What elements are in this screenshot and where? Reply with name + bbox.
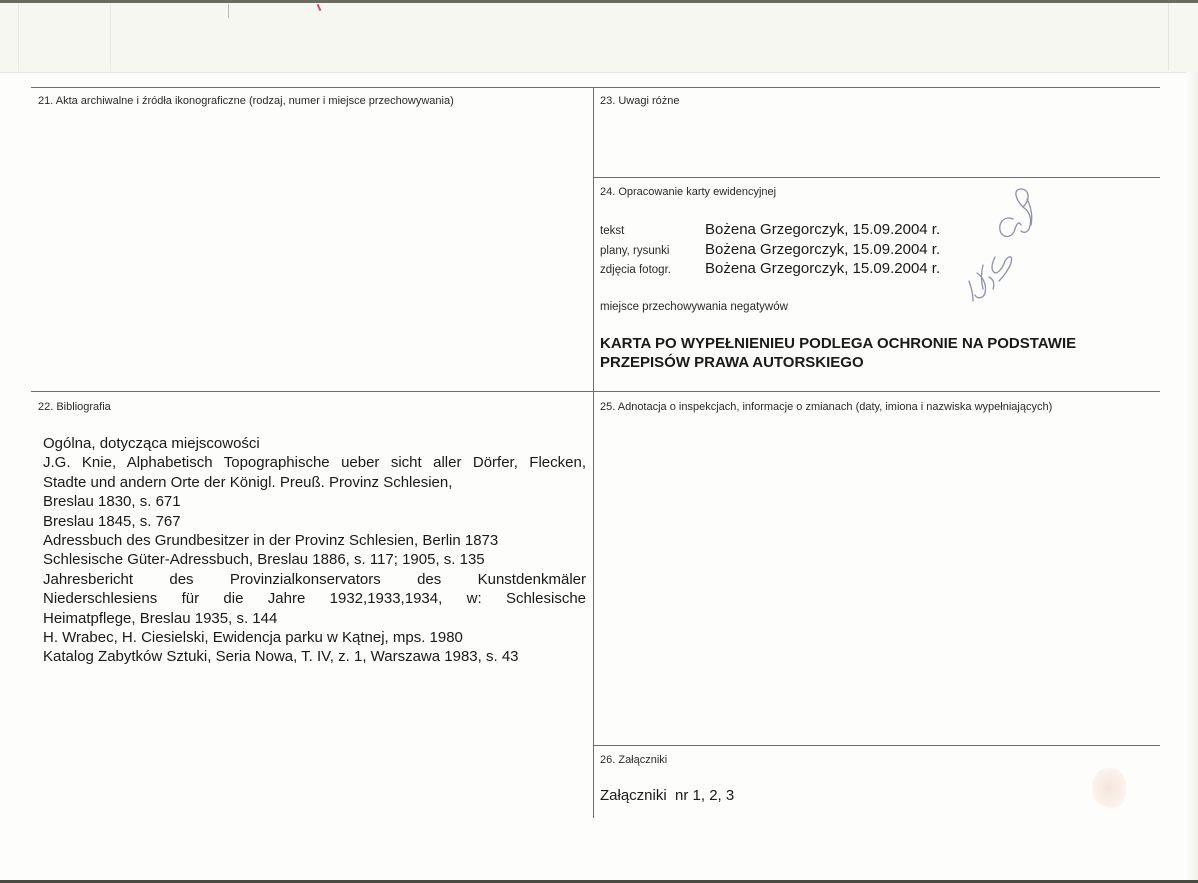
attachments-value: Załączniki nr 1, 2, 3: [600, 787, 735, 804]
rule-middle: [31, 391, 1160, 392]
bibliography-entry: Stadte und andern Orte der Königl. Preuß. Provinz Schlesien,: [43, 473, 453, 491]
author-value: Bożena Grzegorczyk, 15.09.2004 r.: [705, 260, 941, 277]
bibliography-entry: J.G. Knie, Alphabetisch Topographische ueber sicht aller Dörfer, Flecken,: [43, 454, 586, 472]
author-row-photos: [600, 260, 940, 280]
scan-edge-right: [1186, 72, 1198, 880]
fold-line: [18, 3, 19, 71]
bibliography-entry: Breslau 1845, s. 767: [43, 512, 181, 530]
author-role: plany, rysunki: [600, 244, 670, 257]
bibliography-heading: Ogólna, dotycząca miejscowości: [43, 435, 260, 452]
author-value: Bożena Grzegorczyk, 15.09.2004 r.: [705, 221, 941, 238]
red-ink-mark: [317, 4, 322, 11]
bibliography-entry: H. Wrabec, H. Ciesielski, Ewidencja parku w Kątnej, mps. 1980: [43, 629, 463, 647]
previous-page-strip: [0, 0, 1198, 73]
section-24-label: 24. Opracowanie karty ewidencyjnej: [600, 186, 777, 198]
author-row-text: [600, 221, 940, 241]
bibliography-entry: Niederschlesiens für die Jahre 1932,1933,1934, w: Schlesische: [43, 590, 586, 608]
scan-edge-top: [0, 0, 1198, 3]
authors-table: [600, 221, 940, 280]
copyright-notice-line-2: PRZEPISÓW PRAWA AUTORSKIEGO: [600, 354, 864, 371]
bibliography-entry: Adressbuch des Grundbesitzer in der Provinz Schlesien, Berlin 1873: [43, 532, 499, 550]
section-25-label: 25. Adnotacja o inspekcjach, informacje o zmianach (daty, imiona i nazwiska wypełniających): [600, 401, 1053, 413]
author-role: tekst: [600, 225, 625, 237]
section-21-label: 21. Akta archiwalne i źródła ikonograficzne (rodzaj, numer i miejsce przechowywania): [38, 95, 454, 107]
paper-stain: [1092, 768, 1126, 808]
section-26-label: 26. Załączniki: [600, 754, 668, 766]
copyright-notice-line-1: KARTA PO WYPEŁNIENIEU PODLEGA OCHRONIE NA PODSTAWIE: [600, 335, 1077, 352]
bibliography-entry: Katalog Zabytków Sztuki, Seria Nowa, T. IV, z. 1, Warszawa 1983, s. 43: [43, 648, 519, 666]
section-23-label: 23. Uwagi różne: [600, 95, 680, 107]
author-row-plans: [600, 241, 940, 261]
bibliography-entry: Jahresbericht des Provinzialkonservators des Kunstdenkmäler: [43, 570, 586, 588]
copyright-notice: [600, 334, 1076, 372]
bibliography-entry: Breslau 1830, s. 671: [43, 493, 181, 511]
section-22-label: 22. Bibliografia: [38, 401, 111, 413]
bibliography-list: [43, 434, 586, 667]
pen-mark: [228, 4, 229, 18]
negatives-storage-label: miejsce przechowywania negatywów: [600, 301, 788, 313]
rule-23-24: [593, 177, 1160, 178]
column-divider: [593, 87, 594, 818]
rule-25-26: [593, 745, 1160, 746]
fold-line: [1168, 3, 1169, 71]
author-value: Bożena Grzegorczyk, 15.09.2004 r.: [705, 240, 941, 258]
author-role: zdjęcia fotogr.: [600, 264, 671, 276]
bibliography-entry: Schlesische Güter-Adressbuch, Breslau 1886, s. 117; 1905, s. 135: [43, 551, 485, 569]
fold-line: [110, 3, 111, 71]
form-top-rule: [31, 87, 1160, 88]
bibliography-entry: Heimatpflege, Breslau 1935, s. 144: [43, 609, 278, 627]
handwritten-signature-icon: [965, 185, 1075, 310]
